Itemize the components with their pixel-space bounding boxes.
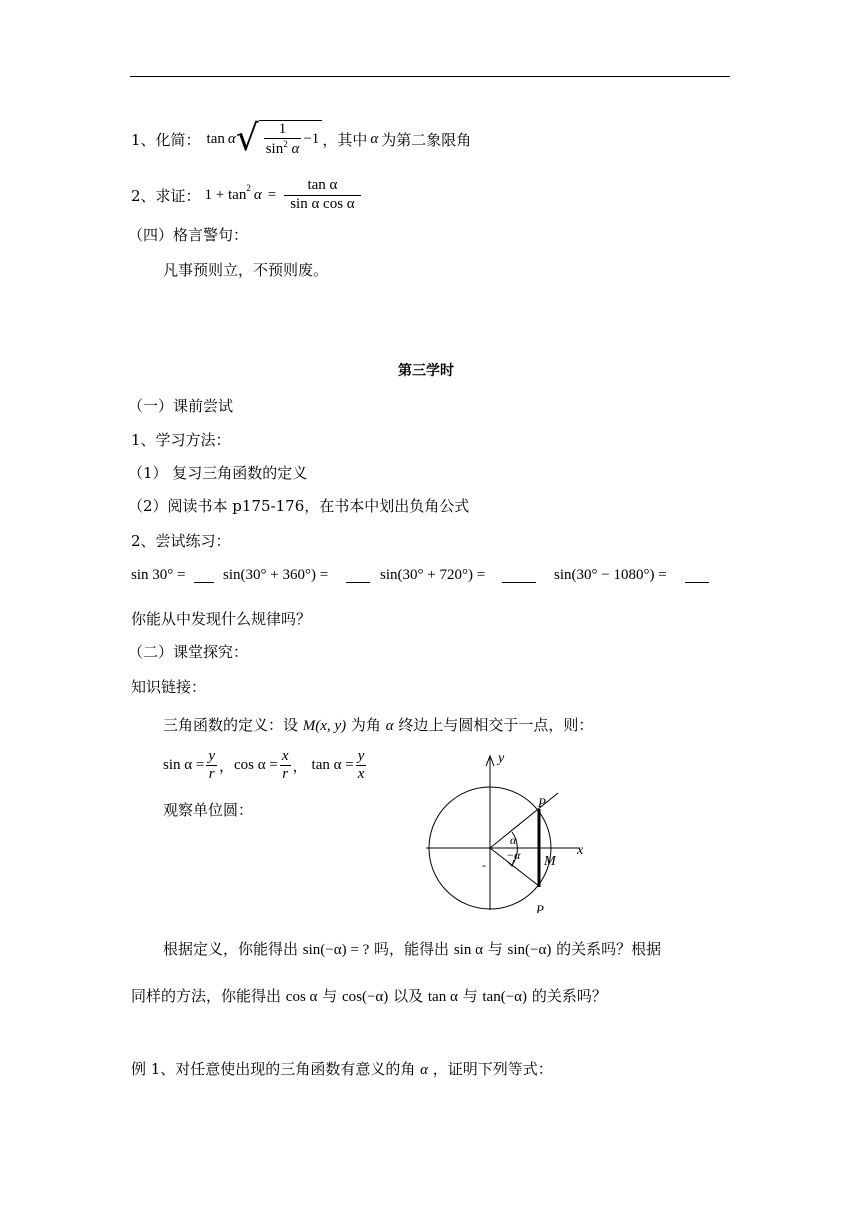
- para1-c: 吗，能得出: [374, 940, 450, 958]
- motto-text: 凡事预则立，不预则废。: [163, 261, 329, 279]
- practice-blank-1[interactable]: [194, 568, 214, 583]
- pre-try-heading: （一）课前尝试: [128, 397, 234, 415]
- trig-formulas: [163, 748, 368, 784]
- terminal-ray-alpha: [490, 793, 558, 848]
- para2-a: 同样的方法，你能得出: [131, 987, 282, 1005]
- exercise-2-sup: 2: [246, 183, 251, 193]
- exercise-1-radicand: [259, 120, 323, 159]
- practice-blank-4[interactable]: [685, 568, 709, 583]
- para1-e: 与: [487, 940, 503, 958]
- practice-blank-2[interactable]: [346, 568, 370, 583]
- alpha-label: α: [510, 833, 517, 847]
- practice-row: [131, 567, 731, 589]
- tan-formula-num: y: [356, 748, 367, 766]
- motto-heading: （四）格言警句：: [128, 226, 249, 244]
- para2-e: 以及: [393, 987, 424, 1005]
- example-1-alpha: α: [420, 1062, 428, 1078]
- exercise-2: [131, 173, 363, 217]
- practice-item-3: sin(30° + 720°) =: [380, 567, 486, 583]
- tan-formula-den: x: [357, 766, 365, 783]
- para1-d: sin α: [453, 942, 483, 958]
- exercise-1-tan: tan: [206, 130, 225, 147]
- cos-formula-lhs: cos α =: [234, 757, 278, 774]
- explore-heading: （二）课堂探究：: [128, 643, 249, 661]
- example-1: [131, 1058, 553, 1079]
- exercise-1-minus-one: −1: [303, 131, 320, 147]
- point-P-prime-label: P: [536, 902, 544, 913]
- cos-formula-num: x: [280, 748, 291, 766]
- exercise-1-suffix-b: 为第二象限角: [381, 130, 472, 149]
- sin-formula-lhs: sin α =: [163, 757, 205, 774]
- knowledge-link: 知识链接：: [131, 678, 207, 696]
- exercise-1-alpha: α: [227, 130, 236, 147]
- definition-text-a: 三角函数的定义：设: [163, 716, 299, 734]
- definition-point-M: M(x, y): [302, 718, 347, 734]
- para1-f: sin(−α): [507, 942, 552, 958]
- exercise-1-den-alpha: α: [291, 141, 300, 157]
- paragraph-2: [131, 985, 607, 1006]
- minus-mark: -: [482, 858, 486, 872]
- exercise-1-frac-num: 1: [264, 121, 302, 139]
- observe-unit-circle: 观察单位圆：: [163, 801, 254, 819]
- sin-formula-den: r: [208, 766, 215, 783]
- practice-heading: 2、尝试练习：: [131, 532, 231, 550]
- practice-item-1: sin 30° =: [131, 567, 186, 583]
- para2-i: 的关系吗？: [531, 987, 607, 1005]
- para2-d: cos(−α): [341, 989, 389, 1005]
- exercise-1: [131, 117, 471, 161]
- method-heading: 1、学习方法：: [131, 431, 231, 449]
- practice-item-2: sin(30° + 360°) =: [223, 567, 329, 583]
- definition-text-b: 为角: [350, 716, 381, 734]
- exercise-2-eq: =: [267, 186, 277, 203]
- exercise-1-suffix-a: ，其中: [322, 130, 368, 149]
- exercise-2-lhs: 1 + tan: [204, 186, 247, 203]
- exercise-1-sup: 2: [283, 139, 288, 149]
- practice-item-4: sin(30° − 1080°) =: [554, 567, 667, 583]
- practice-blank-3[interactable]: [502, 568, 536, 583]
- exercise-2-numerator: tan α: [284, 177, 360, 195]
- para1-g: 的关系吗？根据: [556, 940, 662, 958]
- method-item-2: （2）阅读书本 p175-176，在书本中划出负角公式: [128, 497, 470, 515]
- para2-h: tan(−α): [482, 989, 528, 1005]
- formula-sep-1: ，: [219, 759, 235, 776]
- tan-formula-lhs: tan α =: [311, 757, 354, 774]
- y-axis-label: y: [498, 751, 505, 766]
- neg-alpha-label: −α: [506, 848, 521, 862]
- unit-circle-figure: [420, 748, 600, 913]
- paragraph-1: [163, 938, 661, 959]
- method-item-1: （1） 复习三角函数的定义: [128, 464, 308, 482]
- para1-a: 根据定义，你能得出: [163, 940, 299, 958]
- example-1-b: ，证明下列等式：: [432, 1060, 553, 1078]
- exercise-2-number: 2、求证：: [131, 186, 201, 205]
- definition-text-c: 终边上与圆相交于一点，则：: [398, 716, 594, 734]
- cos-formula-den: r: [282, 766, 289, 783]
- para1-b: sin(−α) = ?: [302, 942, 370, 958]
- exercise-2-alpha: α: [253, 186, 262, 203]
- exercise-1-number: 1、化简：: [131, 130, 201, 149]
- definition-line: [163, 714, 593, 735]
- definition-alpha: α: [385, 718, 394, 734]
- point-P-label: P: [538, 795, 546, 810]
- para2-f: tan α: [427, 989, 458, 1005]
- point-M-label: M: [544, 854, 556, 869]
- formula-sep-2: ，: [292, 759, 308, 776]
- para2-b: cos α: [285, 989, 318, 1005]
- para2-g: 与: [462, 987, 478, 1005]
- exercise-1-frac-den-fn: sin: [265, 141, 284, 157]
- pattern-question: 你能从中发现什么规律吗？: [131, 610, 312, 628]
- exercise-2-denominator: sin α cos α: [290, 195, 355, 212]
- lesson-title: 第三学时: [398, 363, 454, 379]
- para2-c: 与: [322, 987, 338, 1005]
- exercise-1-alpha-2: α: [370, 130, 379, 147]
- x-axis-label: x: [577, 843, 584, 858]
- sin-formula-num: y: [206, 748, 217, 766]
- radical-sign: √: [235, 118, 259, 159]
- example-1-a: 例 1、对任意使出现的三角函数有意义的角: [131, 1060, 416, 1078]
- header-rule: [130, 76, 730, 77]
